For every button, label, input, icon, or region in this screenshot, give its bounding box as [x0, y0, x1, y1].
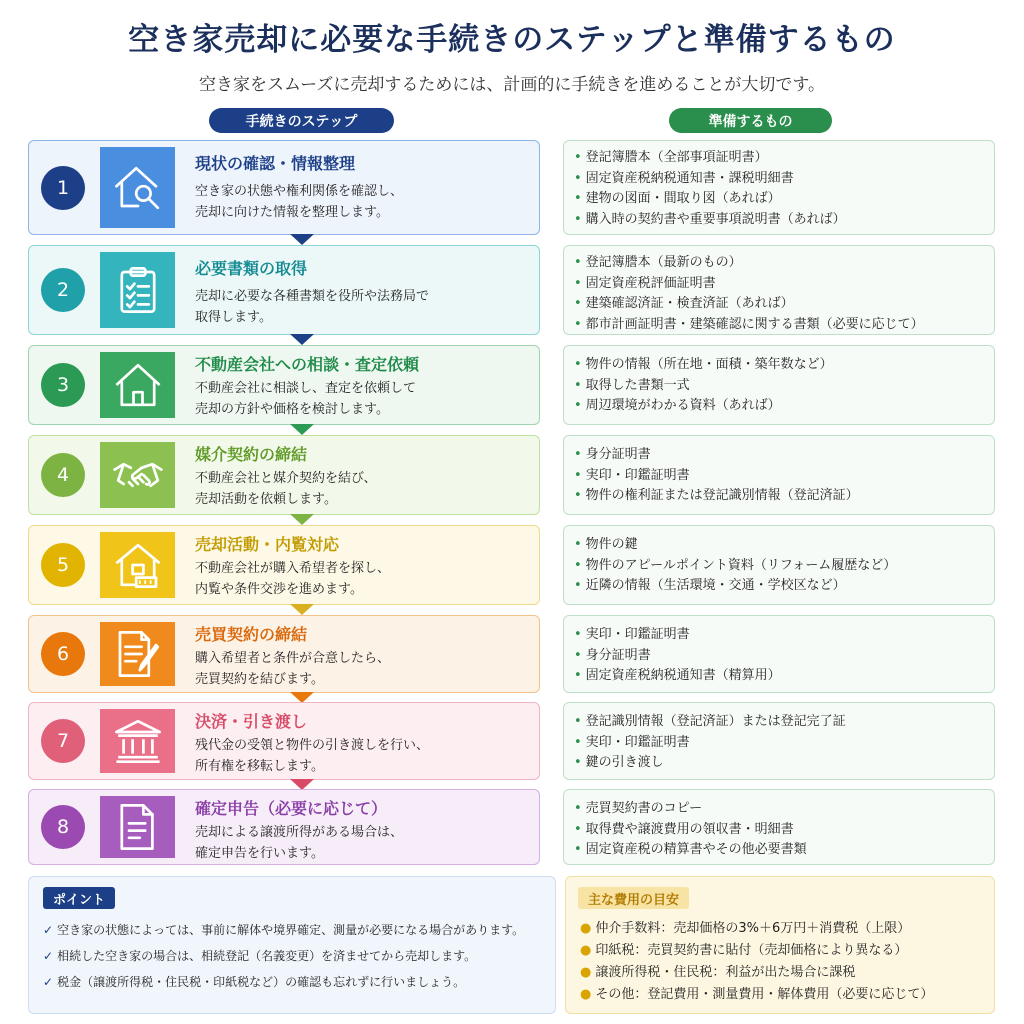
clipboard-checklist-icon	[100, 252, 175, 328]
prep-item	[574, 799, 994, 820]
prep-item	[574, 445, 994, 466]
prep-item	[574, 253, 994, 274]
bullet-icon: •	[574, 557, 582, 573]
step-number: 4	[41, 453, 85, 497]
step-description-line: 確定申告を行います。	[195, 846, 324, 861]
step-title: 不動産会社への相談・査定依頼	[195, 355, 420, 374]
prep-card	[563, 245, 995, 335]
bullet-icon: •	[574, 714, 582, 729]
step-description-line: 購入希望者と条件が合意したら、	[195, 651, 391, 666]
bullet-icon: •	[574, 647, 582, 663]
step-description-line: 空き家の状態や権利関係を確認し、	[195, 184, 404, 199]
step-description	[195, 181, 403, 223]
step-description	[195, 648, 390, 690]
step-description	[195, 735, 429, 777]
step-description-line: 不動産会社と媒介契約を結び、	[195, 471, 377, 486]
bullet-icon: •	[574, 398, 582, 413]
down-arrow-icon	[290, 604, 314, 615]
page-title: 空き家売却に必要な手続きのステップと準備するもの	[128, 22, 896, 58]
step-description-line: 所有権を移転します。	[195, 759, 324, 774]
document-icon	[100, 796, 175, 858]
prep-item	[574, 753, 994, 774]
prep-item-text: 身分証明書	[585, 447, 651, 462]
step-description	[195, 286, 429, 328]
page-subtitle: 空き家をスムーズに売却するためには、計画的に手続きを進めることが大切です。	[199, 75, 825, 95]
cost-item	[580, 961, 855, 980]
prep-item-text: 物件の情報（所在地・面積・築年数など）	[585, 357, 833, 372]
prep-item-text: 売買契約書のコピー	[585, 801, 703, 816]
prep-card	[563, 435, 995, 515]
step-description	[195, 468, 376, 510]
step-title: 確定申告（必要に応じて）	[195, 799, 388, 818]
step-description-line: 売却の方針や価格を検討します。	[195, 402, 389, 417]
step-title: 媒介契約の締結	[195, 445, 308, 464]
bullet-icon: •	[574, 211, 582, 227]
bullet-icon: •	[574, 627, 582, 642]
bullet-icon: •	[574, 357, 582, 372]
step-number: 2	[41, 268, 85, 312]
prep-item-text: 実印・印鑑証明書	[585, 627, 690, 642]
bullet-icon: •	[574, 488, 582, 503]
prep-item-text: 取得費や譲渡費用の領収書・明細書	[585, 821, 794, 837]
point-item-text: 相続した空き家の場合は、相続登記（名義変更）を済ませてから売却します。	[57, 949, 477, 963]
house-icon	[100, 352, 175, 418]
down-arrow-icon	[290, 424, 314, 435]
bullet-icon: •	[574, 537, 582, 552]
step-description-line: 残代金の受領と物件の引き渡しを行い、	[195, 738, 430, 753]
cost-item	[580, 917, 910, 936]
point-box	[28, 876, 556, 1014]
prep-item-text: 都市計画証明書・建築確認に関する書類（必要に応じて）	[585, 316, 924, 332]
cost-item-text: 仲介手数料：売却価格の3%＋6万円＋消費税（上限）	[595, 921, 911, 936]
bullet-icon: •	[574, 255, 582, 270]
prep-item-text: 実印・印鑑証明書	[585, 467, 690, 483]
step-description	[195, 822, 403, 864]
prep-item	[574, 646, 994, 667]
prep-item	[574, 315, 994, 336]
bullet-icon: •	[574, 275, 582, 291]
step-title: 売却活動・内覧対応	[195, 535, 340, 554]
step-description-line: 不動産会社に相談し、査定を依頼して	[195, 381, 417, 396]
bullet-icon: ●	[580, 943, 592, 958]
step-title: 決済・引き渡し	[195, 712, 308, 731]
check-icon: ✓	[43, 949, 54, 963]
bullet-icon: •	[574, 191, 582, 206]
prep-card	[563, 702, 995, 780]
prep-item	[574, 466, 994, 487]
prep-item	[574, 733, 994, 754]
prep-item	[574, 556, 994, 577]
prep-item-text: 登記簿謄本（全部事項証明書）	[585, 150, 768, 165]
step-card	[28, 345, 540, 425]
prep-card	[563, 789, 995, 865]
prep-item-text: 物件の権利証または登記識別情報（登記済証）	[585, 488, 859, 503]
bullet-icon: •	[574, 170, 582, 186]
prep-item-text: 登記簿謄本（最新のもの）	[585, 255, 742, 270]
prep-item-text: 近隣の情報（生活環境・交通・学校区など）	[585, 578, 846, 593]
prep-item	[574, 169, 994, 190]
bullet-icon: ●	[580, 987, 592, 1002]
steps-heading: 手続きのステップ	[209, 108, 394, 133]
cost-label: 主な費用の目安	[578, 887, 689, 909]
down-arrow-icon	[290, 514, 314, 525]
prep-item	[574, 535, 994, 556]
house-sale-icon	[100, 532, 175, 598]
prep-item-text: 実印・印鑑証明書	[585, 734, 690, 750]
cost-item-text: 印紙税：売買契約書に貼付（売却価格により異なる）	[595, 943, 908, 958]
prep-item	[574, 355, 994, 376]
bullet-icon: •	[574, 755, 582, 770]
bullet-icon: •	[574, 447, 582, 462]
step-title: 売買契約の締結	[195, 625, 308, 644]
prep-item	[574, 712, 994, 733]
point-item	[43, 947, 476, 964]
step-card	[28, 245, 540, 335]
prep-item	[574, 625, 994, 646]
check-icon: ✓	[43, 923, 54, 937]
prep-item-text: 登記識別情報（登記済証）または登記完了証	[585, 714, 846, 729]
step-card	[28, 702, 540, 780]
step-number: 8	[41, 805, 85, 849]
bullet-icon: •	[574, 821, 582, 837]
bullet-icon: •	[574, 316, 582, 332]
prep-item	[574, 294, 994, 315]
prep-item-text: 取得した書類一式	[585, 377, 690, 393]
bank-icon	[100, 709, 175, 773]
prep-item-text: 固定資産税納税通知書（精算用）	[585, 668, 781, 683]
prep-item	[574, 396, 994, 417]
prep-item-text: 固定資産税納税通知書・課税明細書	[585, 170, 794, 186]
prep-item	[574, 576, 994, 597]
point-item	[43, 921, 524, 938]
prep-item-text: 固定資産税の精算書やその他必要書類	[585, 842, 807, 857]
step-card	[28, 789, 540, 865]
point-label: ポイント	[43, 887, 115, 909]
bullet-icon: •	[574, 734, 582, 750]
bullet-icon: •	[574, 842, 582, 857]
prep-item-text: 身分証明書	[585, 647, 651, 663]
step-card	[28, 435, 540, 515]
bullet-icon: •	[574, 801, 582, 816]
prep-item	[574, 274, 994, 295]
bullet-icon: •	[574, 296, 582, 311]
prep-item	[574, 820, 994, 841]
handshake-icon	[100, 442, 175, 508]
prep-item	[574, 666, 994, 687]
prep-item	[574, 148, 994, 169]
point-item-text: 空き家の状態によっては、事前に解体や境界確定、測量が必要になる場合があります。	[57, 923, 525, 937]
house-search-icon	[100, 147, 175, 228]
step-description-line: 内覧や条件交渉を進めます。	[195, 582, 363, 597]
cost-box	[565, 876, 995, 1014]
prep-card	[563, 140, 995, 235]
bullet-icon: •	[574, 377, 582, 393]
point-item-text: 税金（譲渡所得税・住民税・印紙税など）の確認も忘れずに行いましょう。	[57, 975, 466, 989]
cost-item	[580, 983, 933, 1002]
step-title: 必要書類の取得	[195, 259, 308, 278]
step-card	[28, 140, 540, 235]
step-description	[195, 558, 390, 600]
step-number: 6	[41, 632, 85, 676]
step-description-line: 売却活動を依頼します。	[195, 492, 337, 507]
step-description-line: 売買契約を結びます。	[195, 672, 324, 687]
prep-item-text: 鍵の引き渡し	[585, 755, 664, 770]
step-number: 7	[41, 719, 85, 763]
step-number: 5	[41, 543, 85, 587]
step-title: 現状の確認・情報整理	[195, 154, 356, 173]
cost-item-text: 譲渡所得税・住民税：利益が出た場合に課税	[595, 965, 856, 980]
prep-item	[574, 210, 994, 231]
down-arrow-icon	[290, 334, 314, 345]
point-item	[43, 973, 465, 990]
prep-item-text: 建物の図面・間取り図（あれば）	[585, 191, 781, 206]
prep-card	[563, 525, 995, 605]
check-icon: ✓	[43, 975, 54, 989]
step-number: 3	[41, 363, 85, 407]
cost-item-text: その他：登記費用・測量費用・解体費用（必要に応じて）	[595, 987, 934, 1002]
bullet-icon: •	[574, 467, 582, 483]
prep-item	[574, 486, 994, 507]
bullet-icon: •	[574, 150, 582, 165]
prep-item-text: 周辺環境がわかる資料（あれば）	[585, 398, 781, 413]
document-pen-icon	[100, 622, 175, 686]
step-card	[28, 615, 540, 693]
step-description	[195, 378, 416, 420]
prep-item	[574, 840, 994, 861]
step-card	[28, 525, 540, 605]
step-description-line: 売却に必要な各種書類を役所や法務局で	[195, 289, 430, 304]
bullet-icon: •	[574, 578, 582, 593]
bullet-icon: ●	[580, 965, 592, 980]
step-number: 1	[41, 166, 85, 210]
step-description-line: 売却による譲渡所得がある場合は、	[195, 825, 404, 840]
cost-item	[580, 939, 907, 958]
step-description-line: 取得します。	[195, 310, 272, 325]
prep-item	[574, 376, 994, 397]
prep-item-text: 固定資産税評価証明書	[585, 275, 716, 291]
step-description-line: 売却に向けた情報を整理します。	[195, 205, 389, 220]
prep-item-text: 物件のアピールポイント資料（リフォーム履歴など）	[585, 557, 897, 573]
down-arrow-icon	[290, 234, 314, 245]
prep-item	[574, 189, 994, 210]
bullet-icon: ●	[580, 921, 592, 936]
prep-card	[563, 615, 995, 693]
prep-item-text: 物件の鍵	[585, 537, 638, 552]
prep-card	[563, 345, 995, 425]
bullet-icon: •	[574, 668, 582, 683]
step-description-line: 不動産会社が購入希望者を探し、	[195, 561, 391, 576]
prep-heading: 準備するもの	[669, 108, 832, 133]
prep-item-text: 建築確認済証・検査済証（あれば）	[585, 296, 794, 311]
prep-item-text: 購入時の契約書や重要事項説明書（あれば）	[585, 211, 846, 227]
